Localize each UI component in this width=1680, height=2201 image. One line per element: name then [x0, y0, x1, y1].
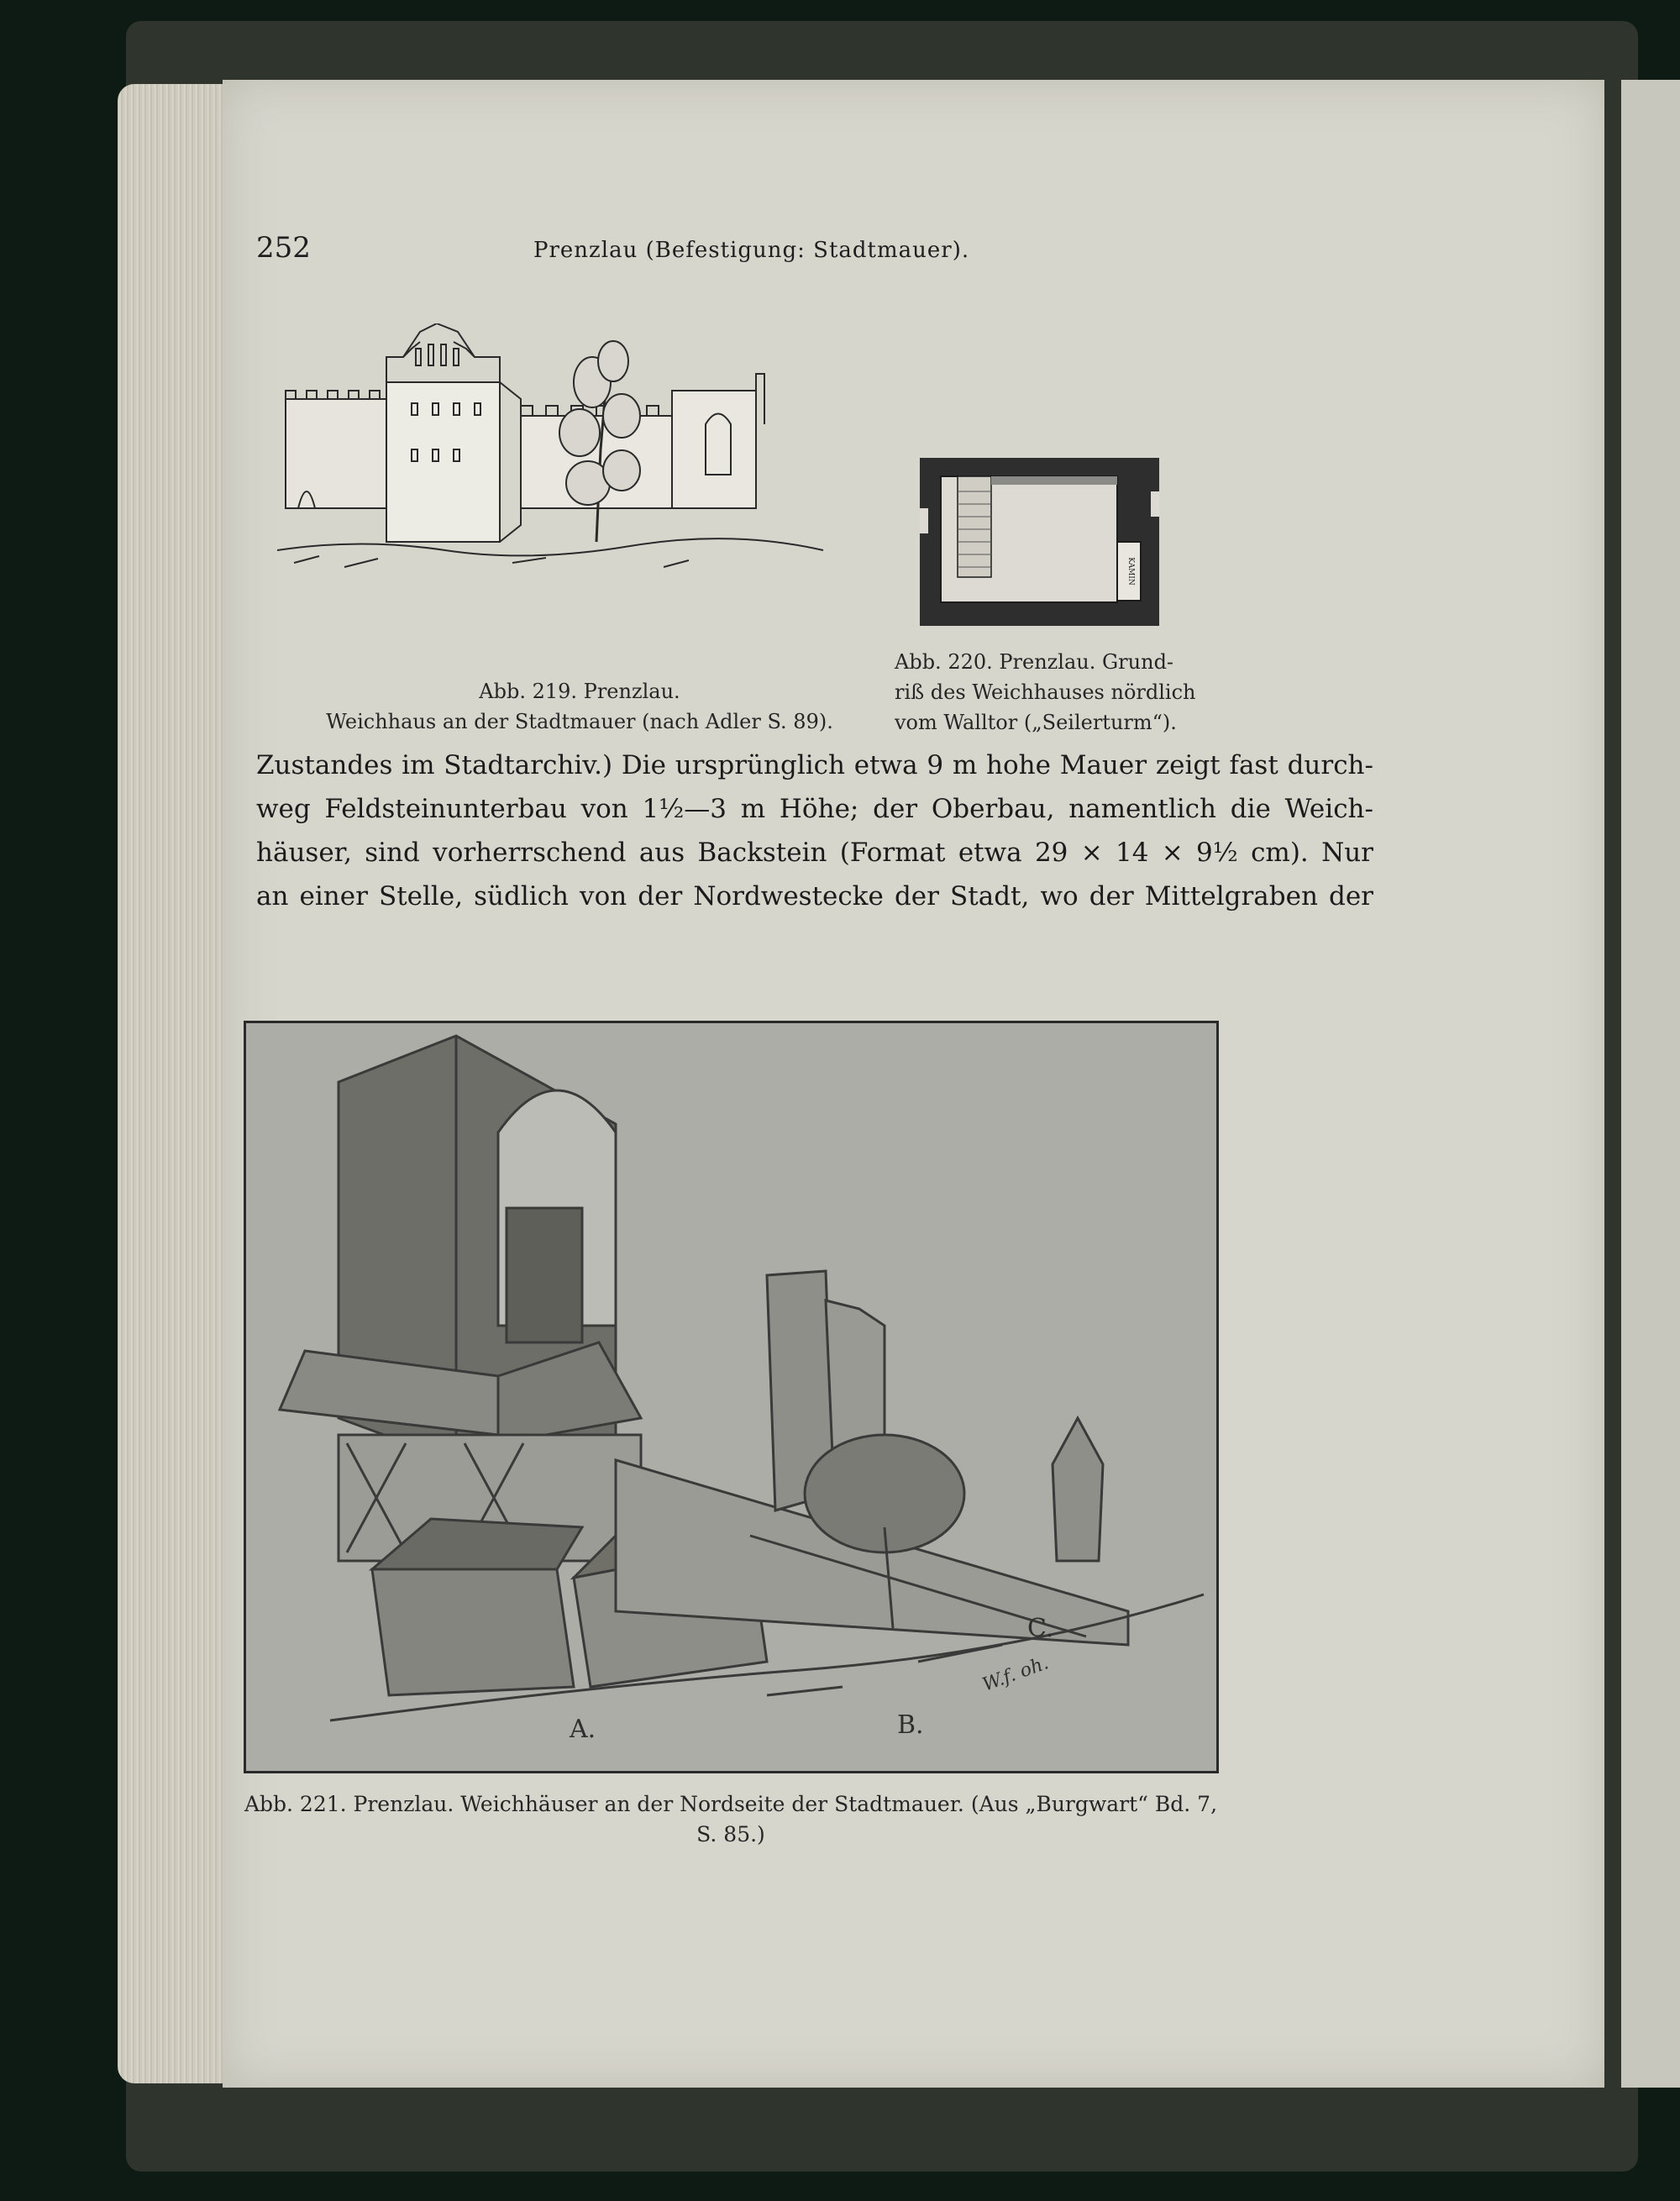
plan-kamin-label: KAMIN [1126, 557, 1135, 586]
figure-221-drawing [244, 1021, 1219, 1773]
figure-221-label-a: A. [570, 1715, 596, 1744]
figure-219-caption [260, 676, 899, 737]
figure-220-caption-line2: riß des Weichhauses nördlich [895, 680, 1196, 704]
facing-page [1621, 80, 1680, 2088]
figure-219-caption-line1: Abb. 219. Prenzlau. [479, 680, 680, 703]
figure-220-caption [895, 647, 1247, 738]
page-edges [118, 84, 227, 2083]
figure-221-signature: W.f. oh. [979, 1652, 1052, 1696]
figure-221-label-c: C. [1027, 1614, 1054, 1643]
body-line-3: häuser, sind vorherrschend aus Backstein (Format etwa 29 × 14 × 9½ cm). Nur [256, 838, 1373, 868]
page-header [256, 231, 1365, 273]
figure-219-caption-line2: Weichhaus an der Stadtmauer (nach Adler S. 89). [326, 710, 833, 733]
figure-220-caption-line3: vom Walltor („Seilerturm“). [895, 711, 1177, 734]
body-line-4: an einer Stelle, südlich von der Nordwestecke der Stadt, wo der Mittelgraben der [256, 881, 1373, 911]
body-line-1: Zustandes im Stadtarchiv.) Die ursprünglich etwa 9 m hohe Mauer zeigt fast durch- [256, 750, 1373, 780]
figure-221-label-b: B. [897, 1710, 924, 1740]
figure-221-caption: Abb. 221. Prenzlau. Weichhäuser an der Nordseite der Stadtmauer. (Aus „Burgwart“ Bd. 7, S. 85.) [244, 1792, 1218, 1846]
page-number: 252 [256, 231, 311, 265]
figure-220-floor-plan [920, 458, 1159, 626]
figure-220-caption-line1: Abb. 220. Prenzlau. Grund- [895, 650, 1174, 674]
body-paragraph [256, 743, 1373, 918]
figure-219-sketch [260, 323, 832, 592]
running-title: Prenzlau (Befestigung: Stadtmauer). [533, 238, 970, 263]
body-line-2: weg Feldsteinunterbau von 1½—3 m Höhe; der Oberbau, namentlich die Weich- [256, 794, 1373, 824]
